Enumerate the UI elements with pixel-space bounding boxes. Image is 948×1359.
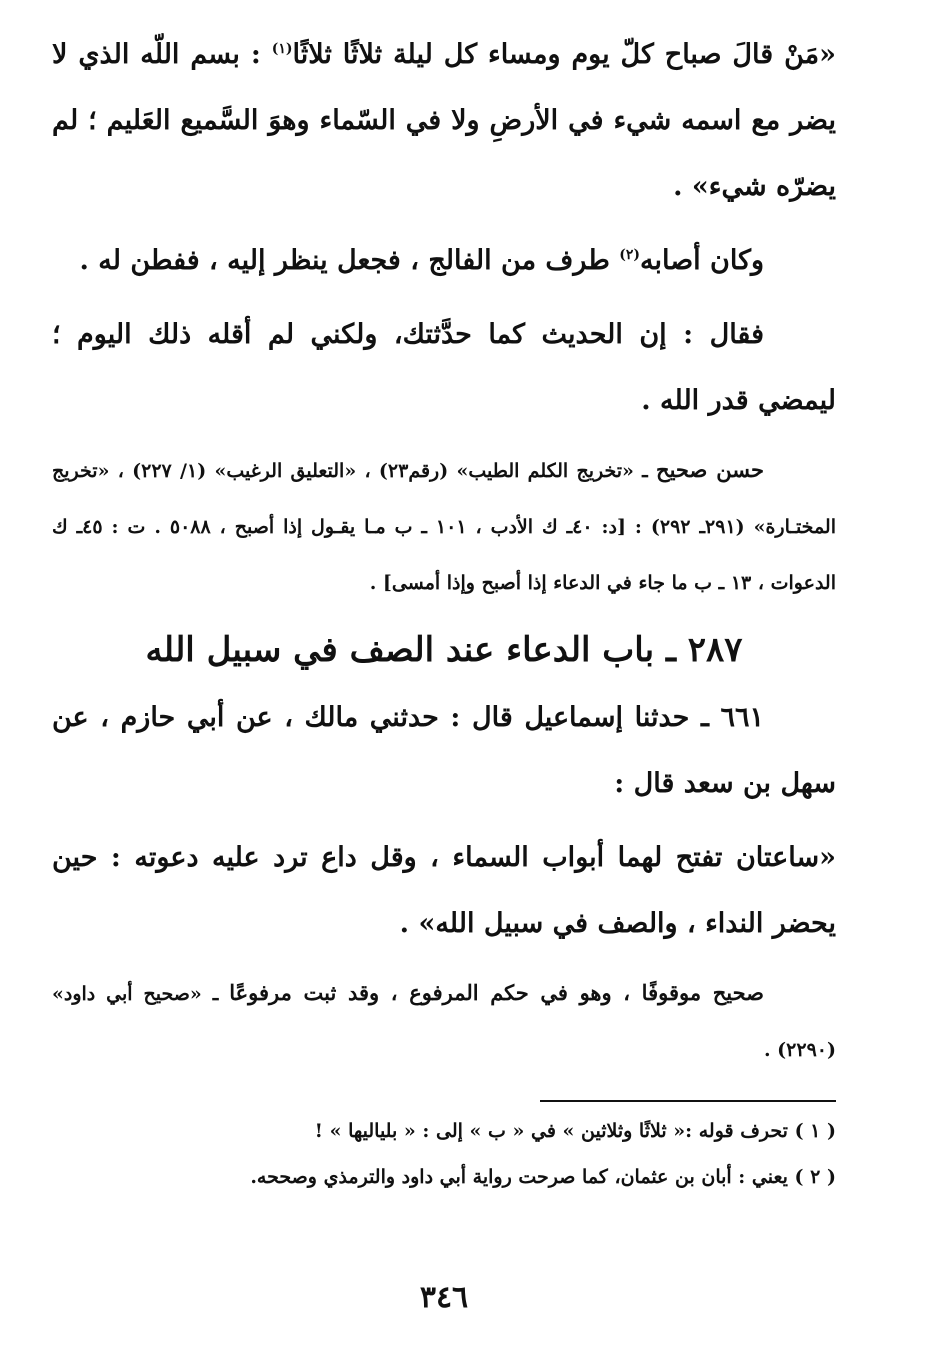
grading-label: حسن صحيح xyxy=(656,457,764,482)
footnote-reference-1[interactable]: (١) xyxy=(271,41,293,57)
hadith-661-matn: «ساعتان تفتح لهما أبواب السماء ، وقل داع ترد عليه دعوته : حين يحضر النداء ، والصف في سبيل الله» . xyxy=(52,842,836,939)
grading-note-top xyxy=(52,442,836,611)
page-number: ٣٤٦ xyxy=(419,1280,469,1315)
grading-note-bottom xyxy=(52,965,836,1078)
hadith-text-part-2: : بسم اللّه الذي لا يضر مع اسمه شيء في الأرضِ ولا في السّماء وهوَ السَّميع العَليم ؛ لم يضرّه شيء» . xyxy=(52,39,836,202)
footnote-2: ( ٢ ) يعني : أبان بن عثمان، كما صرحت رواية أبي داود والترمذي وصححه. xyxy=(250,1166,836,1188)
footnote-1: ( ١ ) تحرف قوله :« ثلاثًا وثلاثين » في « ب » إلى : « بلياليها » ! xyxy=(314,1120,836,1142)
grading-references: ـ «تخريج الكلم الطيب» (رقم٢٣) ، «التعليق الرغيب» (١/ ٢٢٧) ، «تخريج المختـارة» (٢٩١ـ ٢٩٢) : [د: ٤٠ـ ك الأدب ، ١٠١ ـ ب مـا يقـول إذا أصبح ، ٥٠٨٨ . ت : ٤٥ـ ك الدعوات ، ١٣ ـ ب ما جاء في الدعاء إذا أصبح وإذا أمسى] . xyxy=(52,460,837,594)
hadith-text-part-1: «مَنْ قالَ صباح كلّ يوم ومساء كل ليلة ثلاثًا ثلاثًا xyxy=(292,39,836,70)
story-text-part-1: وكان أصابه xyxy=(640,245,764,276)
footnotes-section xyxy=(52,1116,836,1208)
hadith-661-isnad: ٦٦١ ـ حدثنا إسماعيل قال : حدثني مالك ، عن أبي حازم ، عن سهل بن سعد قال : xyxy=(52,702,836,799)
footnote-reference-2[interactable]: (٢) xyxy=(619,247,640,263)
chapter-title: ٢٨٧ ـ باب الدعاء عند الصف في سبيل الله xyxy=(145,630,743,670)
grading-reference-bottom: ـ «صحيح أبي داود» (٢٢٩٠) . xyxy=(52,983,836,1061)
hadith-text-opening xyxy=(52,22,836,220)
story-text-part-2: طرف من الفالج ، فجعل ينظر إليه ، ففطن له . xyxy=(79,245,620,276)
story-paragraph xyxy=(52,228,836,294)
reply-paragraph: فقال : إن الحديث كما حدَّثتك، ولكني لم أقله ذلك اليوم ؛ ليمضي قدر الله . xyxy=(52,319,836,416)
page-body xyxy=(52,22,836,1359)
footnote-divider xyxy=(540,1100,836,1102)
grading-label-bottom: صحيح موقوفًا ، وهو في حكم المرفوع ، وقد ثبت مرفوعًا xyxy=(229,980,764,1005)
